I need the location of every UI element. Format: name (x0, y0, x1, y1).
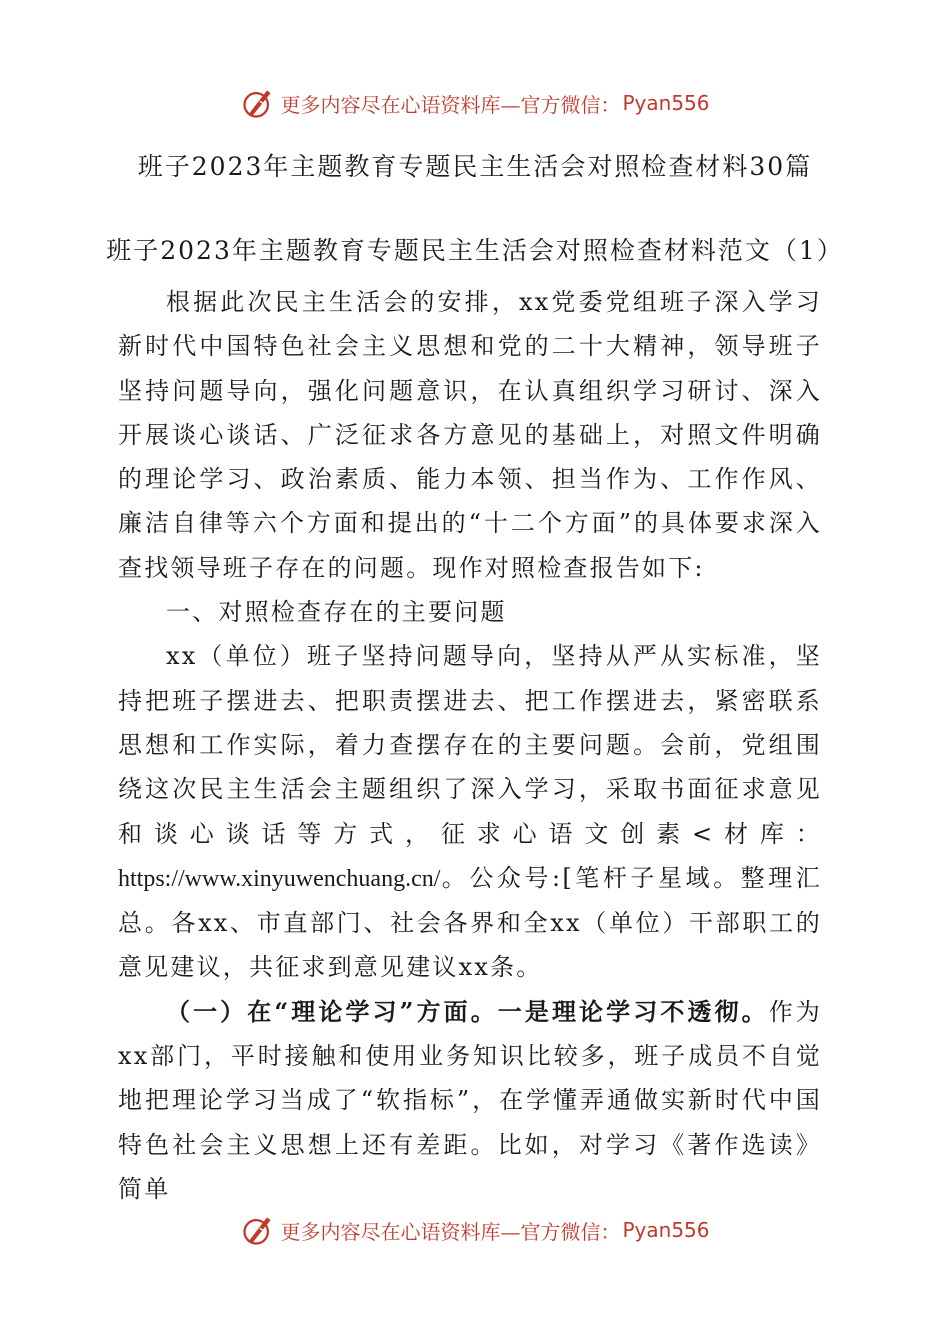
overview-text-b: 。公众号:[笔杆子星域。整理汇总。各xx、市直部门、社会各界和全xx（单位）干部职工的意见建议，共征求到意见建议xx条。 (118, 863, 822, 982)
section-heading-1: 一、对照检查存在的主要问题 (166, 598, 507, 627)
paragraph-intro: 根据此次民主生活会的安排，xx党委党组班子深入学习新时代中国特色社会主义思想和党的二十大精神，领导班子坚持问题导向，强化问题意识，在认真组织学习研讨、深入开展谈心谈话、广泛征求各方意见的基础上，对照文件明确的理论学习、政治素质、能力本领、担当作为、工作作风、廉洁自律等六个方面和提出的“十二个方面”的具体要求深入查找领导班子存在的问题。现作对照检查报告如下: (118, 288, 822, 582)
banner-wechat-id: Pyan556 (622, 1218, 710, 1242)
document-subtitle: 班子2023年主题教育专题民主生活会对照检查材料范文（1） (106, 236, 844, 265)
quill-logo-icon (240, 1212, 276, 1248)
watermark-banner-top (0, 83, 950, 123)
banner-text: 更多内容尽在心语资料库—官方微信： (280, 92, 621, 117)
website-url: https://www.xinyuwenchuang.cn/ (118, 865, 441, 892)
theory-study-text: 作为xx部门，平时接触和使用业务知识比较多，班子成员不自觉地把理论学习当成了“软指标”，在学懂弄通做实新时代中国特色社会主义思想上还有差距。比如，对学习《著作选读》简单 (118, 997, 822, 1203)
document-title: 班子2023年主题教育专题民主生活会对照检查材料30篇 (137, 152, 813, 181)
paragraph-theory-study (118, 990, 822, 1211)
theory-study-heading: （一）在“理论学习”方面。一是理论学习不透彻。 (166, 996, 769, 1026)
banner-wechat-id: Pyan556 (622, 91, 710, 115)
document-body (118, 280, 822, 1211)
banner-text: 更多内容尽在心语资料库—官方微信： (280, 1219, 621, 1244)
paragraph-overview (118, 634, 822, 989)
overview-text-a: xx（单位）班子坚持问题导向，坚持从严从实标准，坚持把班子摆进去、把职责摆进去、把工作摆进去，紧密联系思想和工作实际，着力查摆存在的主要问题。会前，党组围绕这次民主生活会主题组织了深入学习，采取书面征求意见和谈心谈话等方式，征求心语文创素<材库： (118, 642, 822, 848)
watermark-banner-bottom (0, 1210, 950, 1250)
quill-logo-icon (240, 85, 276, 121)
